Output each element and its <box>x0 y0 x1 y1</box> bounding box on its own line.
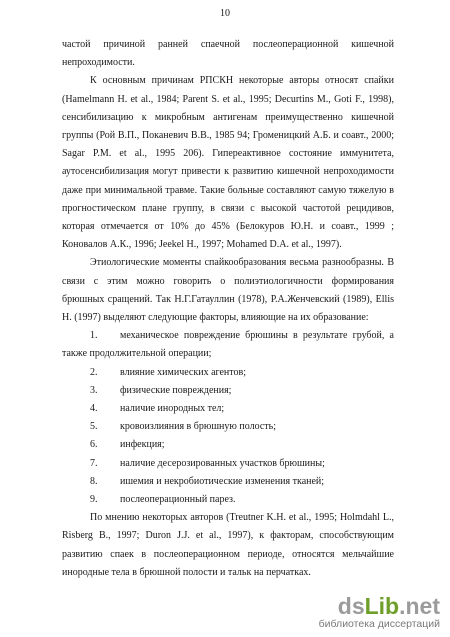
list-item <box>62 418 394 436</box>
list-item-number: 8. <box>90 475 98 487</box>
dslib-subtitle: библиотека диссертаций <box>318 618 440 630</box>
list-item-text: влияние химических агентов; <box>120 366 247 378</box>
document-body <box>62 36 394 582</box>
factors-list <box>62 327 394 509</box>
list-item <box>62 327 394 363</box>
page-number: 10 <box>220 8 230 19</box>
list-item-number: 2. <box>90 366 98 378</box>
list-item <box>62 455 394 473</box>
list-item-text: послеоперационный парез. <box>120 494 236 506</box>
paragraph-authors-opinion: По мнению некоторых авторов (Treutner K.H. et al., 1995; Holmdahl L., Risberg B., 1997; Duron J.J. et al., 1997), к факторам, способствующим развитию спаек в послеоперационном периоде, относятся мельчайшие инородные тела в брюшной полости и тальк на перчатках. <box>62 512 394 578</box>
dslib-logo: dsLib.net <box>337 593 440 619</box>
list-item-text: наличие десерозированных участков брюшины; <box>120 457 325 469</box>
list-item-number: 7. <box>90 457 98 469</box>
list-item-number: 4. <box>90 403 98 415</box>
paragraph-etiology: Этиологические моменты спайкообразования весьма разнообразны. В связи с этим можно говорить о полиэтиологичности формирования брюшных сращений. Так Н.Г.Гатауллин (1978), Р.А.Женчевский (1989), Ellis H. (1997) выделяют следующие факторы, влияющие на их образование: <box>62 257 394 324</box>
list-item-text: механическое повреждение брюшины в результате грубой, а также продолжительной операции; <box>62 330 394 360</box>
list-item-text: кровоизлияния в брюшную полость; <box>120 421 276 433</box>
list-item <box>62 436 394 454</box>
list-item-number: 6. <box>90 439 98 451</box>
list-item-number: 9. <box>90 494 98 506</box>
list-item <box>62 364 394 382</box>
list-item <box>62 400 394 418</box>
list-item <box>62 491 394 509</box>
list-item-text: инфекция; <box>120 439 165 451</box>
list-item-number: 3. <box>90 384 98 396</box>
list-item <box>62 382 394 400</box>
list-item-number: 1. <box>90 330 98 342</box>
paragraph-causes: К основным причинам РПСКН некоторые авторы относят спайки (Hamelmann H. et al., 1984; Parent S. et al., 1995; Decurtins M., Goti F., 1998), сенсибилизацию к микробным антигенам преимущественно кишечной группы (Рой В.П., Поканевич В.В., 1985 94; Громеницкий А.Б. и соавт., 2000; Sagar P.M. et al., 1995 206). Гипереактивное состояние иммунитета, аутосенсибилизация могут привести к развитию кишечной непроходимости даже при минимальной травме. Такие больные составляют самую тяжелую в прогностическом плане группу, в связи с высокой частотой рецидивов, которая отмечается от 10% до 45% (Белокуров Ю.Н. и соавт., 1999 ; Коновалов А.К., 1996; Jeekel H., 1997; Mohamed D.A. et al., 1997). <box>62 75 394 251</box>
list-item <box>62 473 394 491</box>
list-item-text: физические повреждения; <box>120 384 232 396</box>
list-item-number: 5. <box>90 421 98 433</box>
dslib-watermark[interactable] <box>280 595 440 631</box>
list-item-text: наличие инородных тел; <box>120 403 225 415</box>
list-item-text: ишемия и некробиотические изменения тканей; <box>120 475 325 487</box>
paragraph-continuation: частой причиной ранней спаечной послеоперационной кишечной непроходимости. <box>62 39 394 69</box>
